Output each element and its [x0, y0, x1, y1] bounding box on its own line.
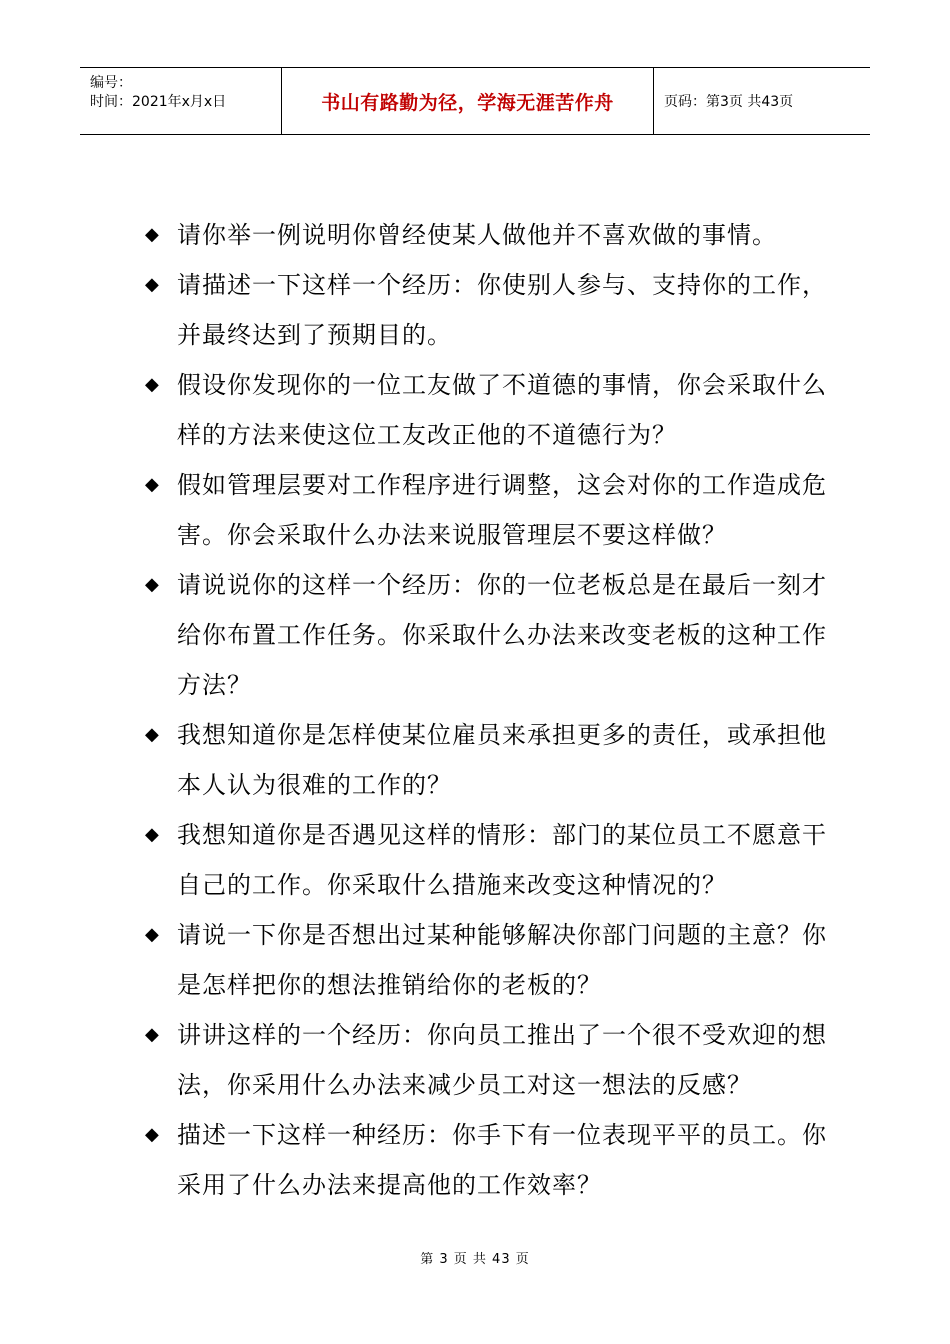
question-text: 描述一下这样一种经历：你手下有一位表现平平的员工。你采用了什么办法来提高他的工作效率？ — [177, 1121, 827, 1199]
page-footer: 第 3 页 共 43 页 — [420, 1252, 530, 1267]
question-text: 我想知道你是怎样使某位雇员来承担更多的责任，或承担他本人认为很难的工作的？ — [177, 721, 827, 799]
diamond-bullet-icon: ◆ — [145, 224, 159, 245]
question-text: 假设你发现你的一位工友做了不道德的事情，你会采取什么样的方法来使这位工友改正他的不道德行为？ — [177, 371, 827, 449]
list-item — [145, 1110, 835, 1210]
list-item — [145, 910, 835, 1010]
list-item — [145, 210, 835, 260]
list-item — [145, 710, 835, 810]
diamond-bullet-icon: ◆ — [145, 274, 159, 295]
question-list — [145, 210, 835, 1210]
question-text: 请说说你的这样一个经历：你的一位老板总是在最后一刻才给你布置工作任务。你采取什么办法来改变老板的这种工作方法？ — [177, 571, 827, 699]
question-text: 我想知道你是否遇见这样的情形：部门的某位员工不愿意干自己的工作。你采取什么措施来改变这种情况的？ — [177, 821, 827, 899]
question-text: 请你举一例说明你曾经使某人做他并不喜欢做的事情。 — [177, 221, 777, 249]
list-item — [145, 560, 835, 710]
question-text: 请说一下你是否想出过某种能够解决你部门问题的主意？你是怎样把你的想法推销给你的老板的？ — [177, 921, 827, 999]
list-item — [145, 810, 835, 910]
diamond-bullet-icon: ◆ — [145, 374, 159, 395]
date-label: 时间：2021年x月x日 — [90, 94, 227, 110]
header-page-info: 页码：第3页 共43页 — [664, 94, 794, 110]
number-label: 编号： — [90, 75, 132, 91]
header-motto: 书山有路勤为径，学海无涯苦作舟 — [282, 68, 654, 134]
list-item — [145, 260, 835, 360]
question-text: 讲讲这样的一个经历：你向员工推出了一个很不受欢迎的想法，你采用什么办法来减少员工对这一想法的反感？ — [177, 1021, 827, 1099]
header-meta — [80, 68, 282, 134]
question-text: 假如管理层要对工作程序进行调整，这会对你的工作造成危害。你会采取什么办法来说服管理层不要这样做？ — [177, 471, 827, 549]
diamond-bullet-icon: ◆ — [145, 724, 159, 745]
diamond-bullet-icon: ◆ — [145, 474, 159, 495]
list-item — [145, 460, 835, 560]
list-item — [145, 360, 835, 460]
diamond-bullet-icon: ◆ — [145, 574, 159, 595]
list-item — [145, 1010, 835, 1110]
page-header — [80, 67, 870, 135]
question-text: 请描述一下这样一个经历：你使别人参与、支持你的工作，并最终达到了预期目的。 — [177, 271, 827, 349]
diamond-bullet-icon: ◆ — [145, 1024, 159, 1045]
diamond-bullet-icon: ◆ — [145, 924, 159, 945]
diamond-bullet-icon: ◆ — [145, 824, 159, 845]
diamond-bullet-icon: ◆ — [145, 1124, 159, 1145]
